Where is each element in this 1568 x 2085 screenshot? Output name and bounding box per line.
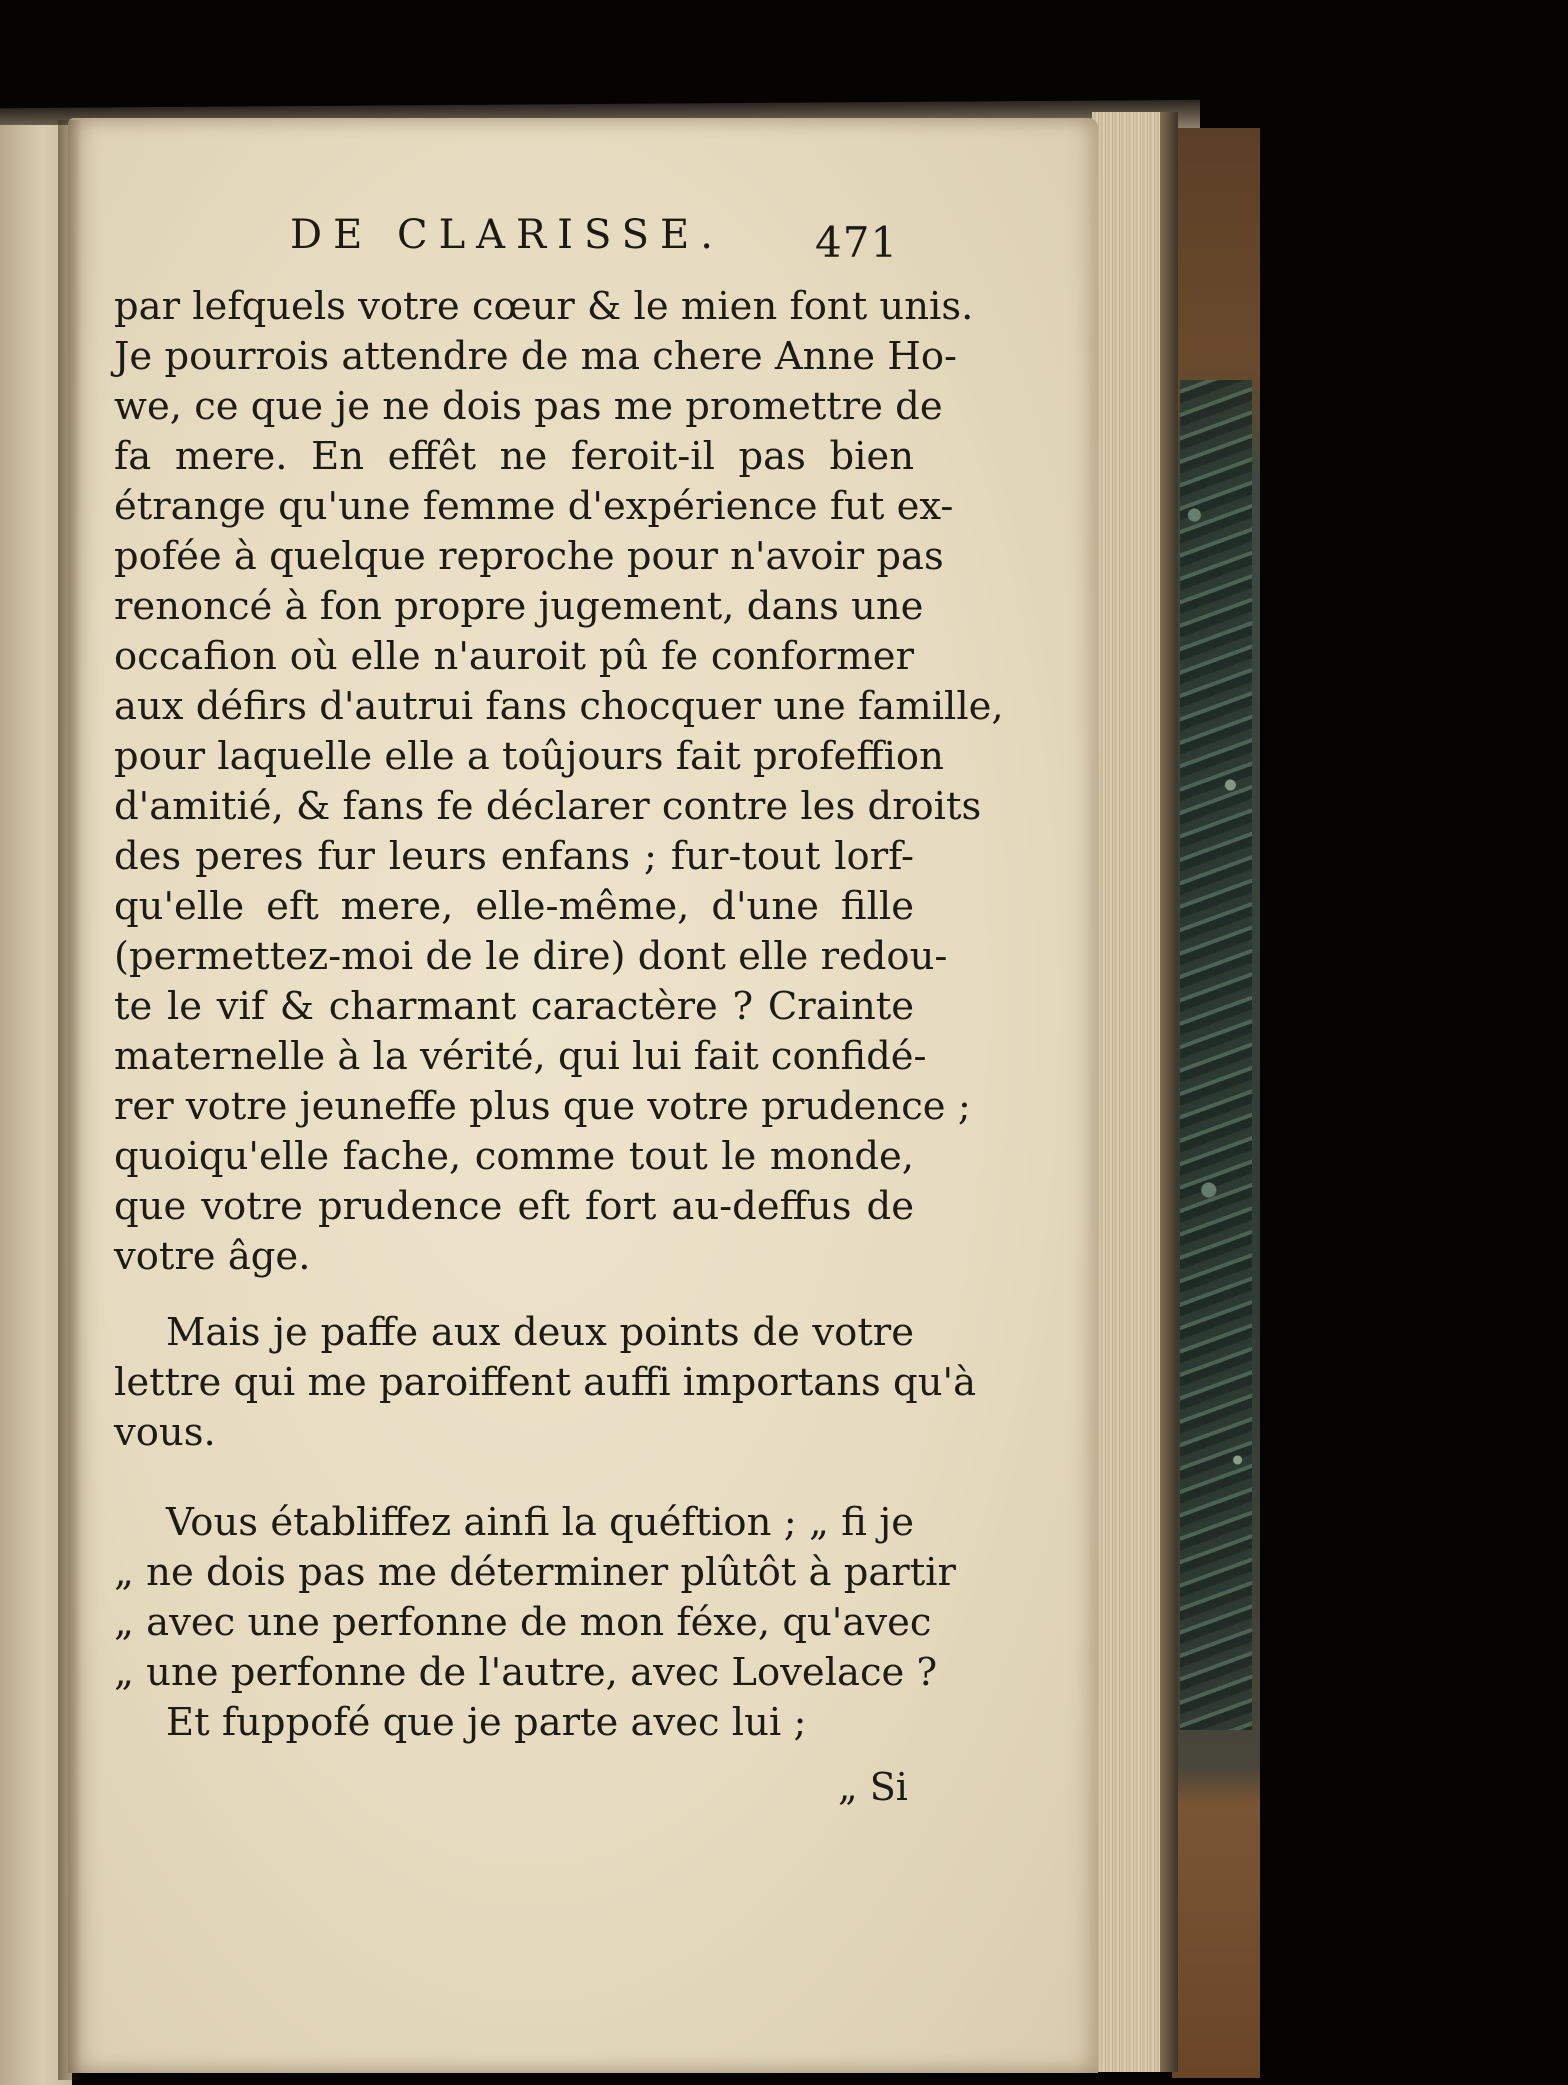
quoted-line: „ avec une perfonne de mon féxe, qu'avec (114, 1600, 932, 1645)
text-line: Je pourrois attendre de ma chere Anne Ho- (114, 334, 958, 379)
text-line: votre âge. (114, 1234, 311, 1279)
text-line: aux défirs d'autrui fans chocquer une famille, (114, 684, 1004, 729)
text-line: pofée à quelque reproche pour n'avoir pas (114, 534, 944, 579)
paragraph-first-line: Vous établiffez ainfi la quéftion ; „ fi je (166, 1500, 914, 1545)
paragraph-first-line: Et fuppofé que je parte avec lui ; (166, 1700, 807, 1745)
text-line: te le vif & charmant caractère ? Crainte (114, 984, 914, 1029)
text-line: fa mere. En effêt ne feroit-il pas bien (114, 434, 914, 479)
text-line: renoncé à fon propre jugement, dans une (114, 584, 924, 629)
page-number: 471 (815, 218, 899, 267)
gutter-shadow (58, 120, 82, 2080)
text-line: pour laquelle elle a toûjours fait profeffion (114, 734, 944, 779)
marbled-cover-pattern (1180, 380, 1252, 1730)
text-line: qu'elle eft mere, elle-même, d'une fille (114, 884, 914, 929)
text-line: étrange qu'une femme d'expérience fut ex- (114, 484, 954, 529)
text-line: rer votre jeuneffe plus que votre prudence ; (114, 1084, 971, 1129)
catchword: „ Si (838, 1765, 908, 1809)
text-line: maternelle à la vérité, qui lui fait confidé- (114, 1034, 927, 1079)
running-title: DE CLARISSE. (290, 212, 724, 258)
text-line: (permettez-moi de le dire) dont elle redou- (114, 934, 948, 979)
text-line: lettre qui me paroiffent auffi importans qu'à (114, 1360, 977, 1405)
text-line: d'amitié, & fans fe déclarer contre les droits (114, 784, 982, 829)
text-line: quoiqu'elle fache, comme tout le monde, (114, 1134, 914, 1179)
page-body-text (114, 282, 1004, 1748)
quoted-line: „ ne dois pas me déterminer plûtôt à partir (114, 1550, 956, 1595)
page-edge-shadow (1160, 112, 1178, 2072)
text-line: we, ce que je ne dois pas me promettre de (114, 384, 943, 429)
text-line: que votre prudence eft fort au-deffus de (114, 1184, 914, 1229)
text-line: vous. (114, 1410, 216, 1455)
text-line: par lefquels votre cœur & le mien font unis. (114, 284, 974, 329)
quoted-line: „ une perfonne de l'autre, avec Lovelace ? (114, 1650, 938, 1695)
text-line: occafion où elle n'auroit pû fe conformer (114, 634, 914, 679)
text-line: des peres fur leurs enfans ; fur-tout lorf- (114, 834, 914, 879)
paragraph-first-line: Mais je paffe aux deux points de votre (166, 1310, 914, 1355)
